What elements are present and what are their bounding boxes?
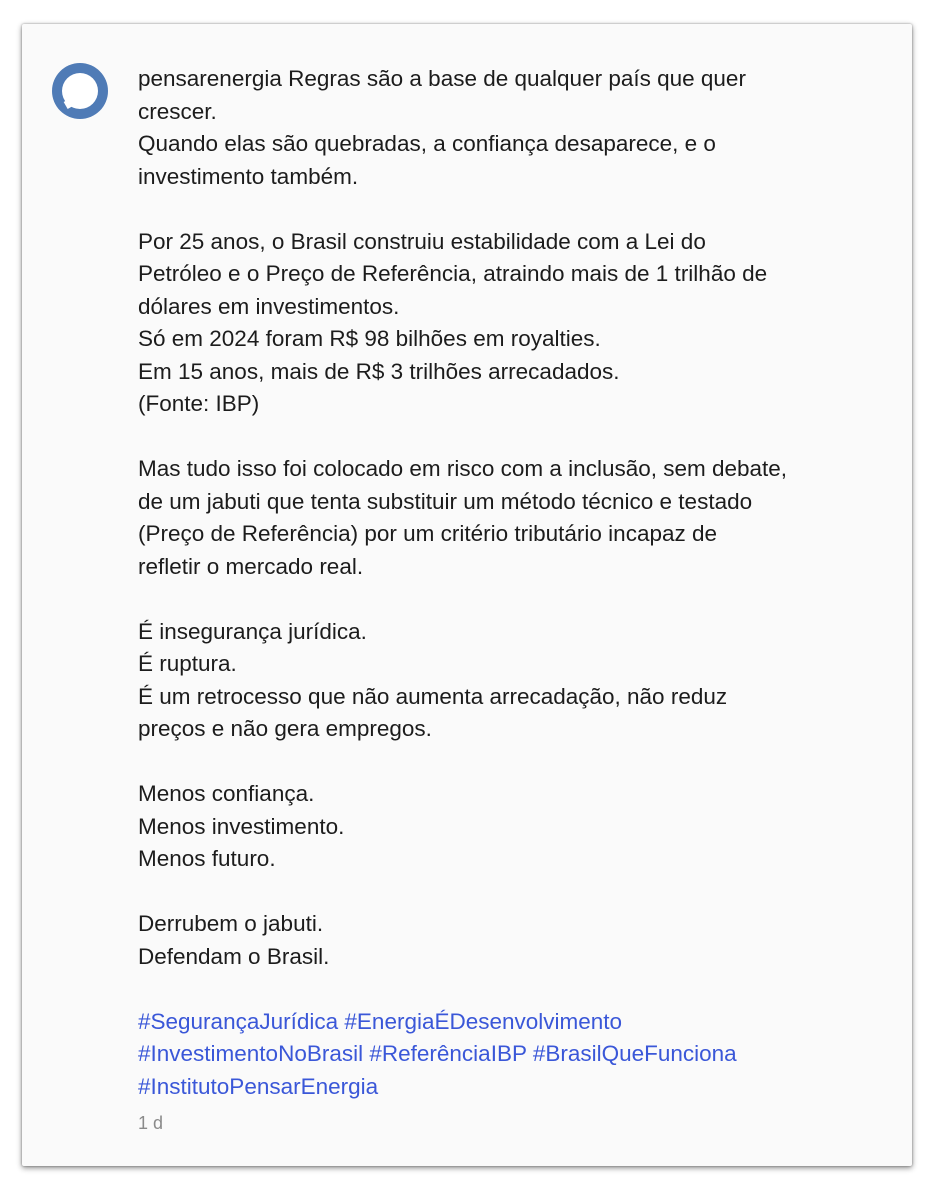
paragraph-5 (138, 778, 898, 876)
paragraph-4 (138, 616, 898, 746)
paragraph-3 (138, 453, 898, 583)
comment-body (138, 63, 898, 1103)
text-line: Em 15 anos, mais de R$ 3 trilhões arrecadados. (138, 358, 620, 384)
text-line: É um retrocesso que não aumenta arrecadação, não reduz (138, 683, 728, 709)
text-line: (Preço de Referência) por um critério tributário incapaz de (138, 521, 718, 546)
text-line: É ruptura. (138, 651, 237, 676)
hashtag-line (138, 1006, 898, 1039)
text-line: preços e não gera empregos. (138, 716, 432, 741)
text-line: Só em 2024 foram R$ 98 bilhões em royalties. (138, 326, 601, 351)
text-line: Defendam o Brasil. (138, 943, 330, 969)
text-line: investimento também. (138, 163, 359, 189)
text-line: Menos investimento. (138, 813, 345, 839)
hashtag-list (138, 1006, 898, 1104)
text-line: Menos futuro. (138, 846, 276, 871)
text-line: dólares em investimentos. (138, 293, 400, 319)
hashtag-link[interactable]: #ReferênciaIBP (369, 1041, 527, 1066)
text-line: crescer. (138, 98, 217, 124)
comment-card (22, 24, 912, 1166)
text-line: Quando elas são quebradas, a confiança desaparece, e o (138, 131, 716, 156)
text-line: É insegurança jurídica. (138, 618, 367, 644)
hashtag-link[interactable]: #BrasilQueFunciona (532, 1041, 737, 1066)
first-line-text: Regras são a base de qualquer país que quer (281, 66, 746, 91)
text-line: de um jabuti que tenta substituir um método técnico e testado (138, 488, 753, 514)
paragraph-1 (138, 63, 898, 193)
hashtag-line (138, 1038, 898, 1071)
username-link[interactable]: pensarenergia (138, 66, 282, 91)
hashtag-line (138, 1071, 898, 1104)
text-line: Mas tudo isso foi colocado em risco com a inclusão, sem debate, (138, 456, 788, 481)
text-line: refletir o mercado real. (138, 553, 364, 579)
text-line: Derrubem o jabuti. (138, 911, 324, 936)
paragraph-6 (138, 908, 898, 973)
text-line: Petróleo e o Preço de Referência, atraindo mais de 1 trilhão de (138, 261, 768, 286)
text-line: Menos confiança. (138, 781, 315, 806)
hashtag-link[interactable]: #InvestimentoNoBrasil (138, 1041, 364, 1066)
hashtag-link[interactable]: #EnergiaÉDesenvolvimento (344, 1008, 623, 1034)
hashtag-link[interactable]: #SegurançaJurídica (138, 1008, 339, 1034)
first-line (138, 63, 898, 96)
text-line: Por 25 anos, o Brasil construiu estabilidade com a Lei do (138, 228, 706, 254)
paragraph-2 (138, 226, 898, 421)
timestamp[interactable]: 1 d (138, 1113, 164, 1133)
profile-avatar-icon[interactable] (52, 63, 108, 119)
text-line: (Fonte: IBP) (138, 391, 260, 416)
hashtag-link[interactable]: #InstitutoPensarEnergia (138, 1073, 379, 1099)
avatar-bubble-icon (62, 73, 98, 109)
